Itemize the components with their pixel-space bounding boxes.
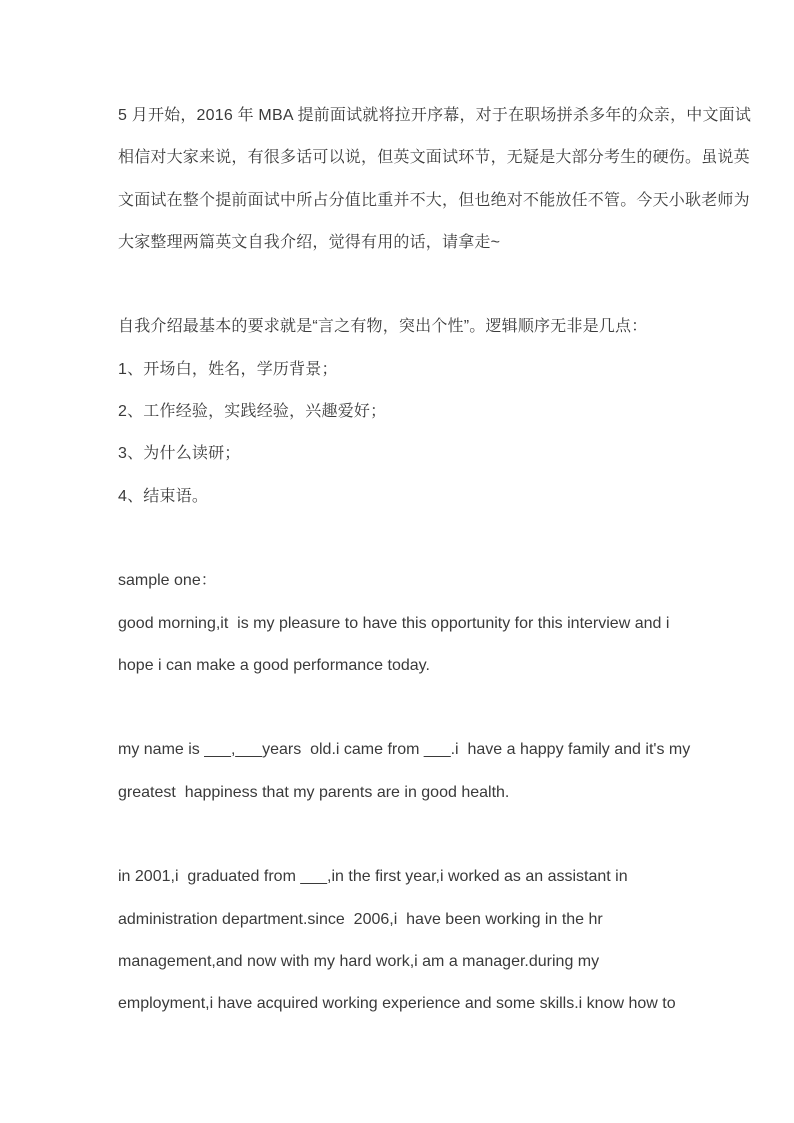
doc-line: 大家整理两篇英文自我介绍，觉得有用的话，请拿走~ <box>118 233 501 251</box>
outline-item-4 <box>118 476 678 518</box>
doc-line-blank <box>118 518 678 560</box>
paragraph-blank <box>118 687 678 729</box>
outline-item-1 <box>118 349 678 391</box>
doc-line: administration department.since 2006,i have been working in the hr <box>118 910 603 928</box>
paragraph-blank <box>118 814 678 856</box>
doc-line: management,and now with my hard work,i am a manager.during my <box>118 952 600 970</box>
paragraph-sample-work-history <box>118 856 678 1025</box>
paragraph-sample-name-family <box>118 729 691 814</box>
doc-line: 4、结束语。 <box>118 487 209 505</box>
outline-item-2 <box>118 391 678 433</box>
doc-line: my name is ___,___years old.i came from ___.i have a happy family and it's my <box>118 741 691 759</box>
doc-line: 相信对大家来说，有很多话可以说，但英文面试环节，无疑是大部分考生的硬伤。虽说英 <box>118 149 750 167</box>
doc-line: 3、为什么读研； <box>118 445 241 463</box>
doc-line: in 2001,i graduated from ___,in the first year,i worked as an assistant in <box>118 868 628 886</box>
doc-line: 1、开场白，姓名，学历背景； <box>118 360 338 378</box>
paragraph-sample-greeting <box>118 603 678 688</box>
doc-line: 2、工作经验，实践经验，兴趣爱好； <box>118 403 387 421</box>
paragraph-outline-lead <box>118 306 678 348</box>
sample-one-heading <box>118 560 678 602</box>
doc-line: good morning,it is my pleasure to have this opportunity for this interview and i <box>118 614 670 632</box>
outline-item-3 <box>118 433 678 475</box>
doc-line: hope i can make a good performance today. <box>118 656 430 674</box>
doc-line-blank <box>118 687 678 729</box>
doc-line: 自我介绍最基本的要求就是“言之有物，突出个性”。逻辑顺序无非是几点： <box>118 318 648 336</box>
doc-line: 5 月开始，2016 年 MBA 提前面试就将拉开序幕，对于在职场拼杀多年的众亲，中文面试 <box>118 107 752 124</box>
doc-line: employment,i have acquired working experience and some skills.i know how to <box>118 995 676 1013</box>
paragraph-blank <box>118 518 678 560</box>
doc-line: sample one： <box>118 572 217 590</box>
doc-line-blank <box>118 814 678 856</box>
doc-line: greatest happiness that my parents are in good health. <box>118 783 510 801</box>
paragraph-blank <box>118 264 678 306</box>
doc-line: 文面试在整个提前面试中所占分值比重并不大，但也绝对不能放任不管。今天小耿老师为 <box>118 191 750 209</box>
doc-line-blank <box>118 264 678 306</box>
paragraph-chinese-intro <box>118 95 752 264</box>
